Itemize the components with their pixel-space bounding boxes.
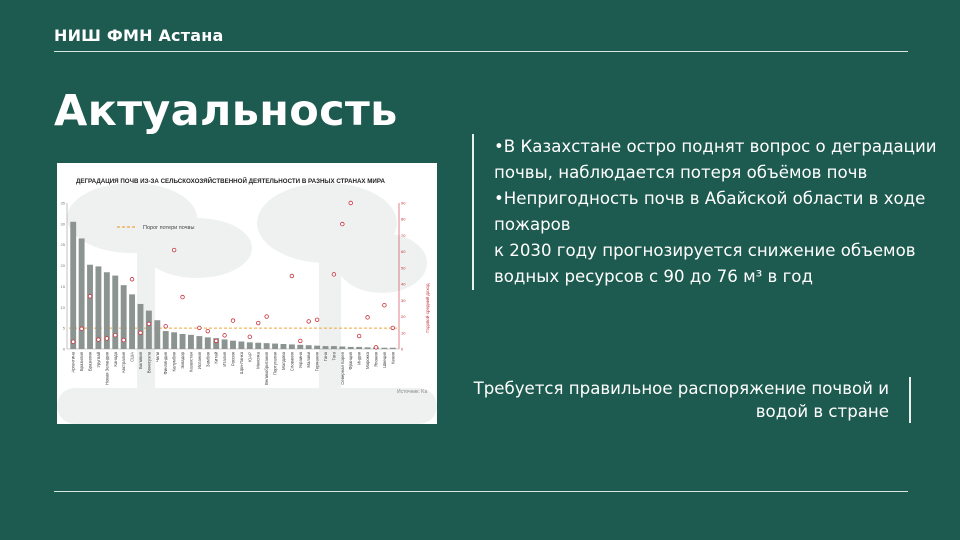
chart-bar xyxy=(289,344,295,349)
y-tick-label-left: 30 xyxy=(60,221,65,227)
x-tick-label: Того xyxy=(331,352,337,361)
y-tick-label-right: 40 xyxy=(401,281,406,287)
chart-bar xyxy=(205,337,211,349)
chart-marker xyxy=(122,338,126,342)
chart-marker xyxy=(374,346,378,350)
x-tick-label: Шри-Ланка xyxy=(238,352,244,375)
x-tick-label: Китай xyxy=(213,352,219,364)
bullet-item: к 2030 году прогнозируется снижение объемов водных ресурсов с 90 до 76 м³ в год xyxy=(494,241,916,286)
chart-marker xyxy=(383,303,387,307)
slide-title: Актуальность xyxy=(54,86,398,136)
chart-marker xyxy=(332,273,336,277)
chart-bar xyxy=(180,334,186,349)
y-tick-label-right: 50 xyxy=(401,265,406,271)
chart-bar xyxy=(272,344,278,349)
chart-bar xyxy=(264,343,270,349)
chart-marker xyxy=(105,337,109,341)
bottom-divider xyxy=(54,491,908,492)
chart-bar xyxy=(222,339,228,349)
chart-marker xyxy=(147,322,151,326)
y-tick-label-right: 10 xyxy=(401,330,406,336)
chart-bar xyxy=(356,347,362,349)
y-tick-label-right: 0 xyxy=(401,346,404,352)
y-tick-label-right: 60 xyxy=(401,249,406,255)
x-tick-label: Словакия xyxy=(289,352,295,372)
x-tick-label: Молдова xyxy=(280,352,286,370)
chart-bar xyxy=(188,335,194,349)
y-tick-label-left: 35 xyxy=(60,200,65,206)
chart-bar xyxy=(163,331,169,349)
chart-marker xyxy=(88,294,92,298)
chart-marker xyxy=(265,315,269,319)
degradation-chart xyxy=(57,163,437,424)
x-tick-label: Россия xyxy=(230,352,236,367)
x-tick-label: Бразилия xyxy=(79,352,85,372)
chart-bar xyxy=(306,345,312,349)
x-tick-label: Эквадор xyxy=(180,352,186,369)
chart-marker xyxy=(298,339,302,343)
chart-bar xyxy=(281,344,287,349)
y-tick-label-right: 30 xyxy=(401,297,406,303)
legend-label: Порог потери почвы xyxy=(143,225,195,231)
x-tick-label: Казахстан xyxy=(188,352,194,373)
chart-bar xyxy=(381,348,387,349)
chart-bar xyxy=(339,346,345,349)
x-tick-label: Германия xyxy=(314,352,320,372)
chart-bar xyxy=(87,265,93,349)
x-tick-label: Кения xyxy=(390,352,396,364)
x-tick-label: Испания xyxy=(196,352,202,370)
chart-marker xyxy=(223,334,227,338)
x-tick-label: Северная Корея xyxy=(339,352,345,385)
chart-marker xyxy=(214,339,218,343)
chart-bar xyxy=(79,238,85,349)
chart-bar xyxy=(112,276,118,349)
chart-marker xyxy=(139,331,143,335)
chart-bar xyxy=(146,311,152,349)
x-tick-label: Новая Зеландия xyxy=(104,352,110,385)
chart-marker xyxy=(164,324,168,328)
chart-marker xyxy=(97,338,101,342)
y-tick-label-left: 15 xyxy=(60,283,65,289)
chart-marker xyxy=(391,326,395,330)
chart-marker xyxy=(71,340,75,344)
chart-marker xyxy=(172,248,176,252)
chart-bar xyxy=(230,341,236,349)
chart-marker xyxy=(256,321,260,325)
chart-bar xyxy=(154,320,160,349)
x-tick-label: Уругвай xyxy=(95,352,101,368)
y-tick-label-right: 20 xyxy=(401,314,406,320)
source-label: Источник: Ka xyxy=(397,389,428,395)
bullet-item: •Непригодность почв в Абайской области в ходе пожаров xyxy=(494,189,926,234)
x-tick-label: Колумбия xyxy=(171,352,177,372)
chart-bar xyxy=(348,347,354,349)
x-tick-label: Австралия xyxy=(121,352,127,374)
bullet-item: •В Казахстане остро поднят вопрос о деградации почвы, наблюдается потеря объёмов почв xyxy=(494,137,937,182)
x-tick-label: Великобритания xyxy=(264,352,270,385)
y-tick-label-right: 90 xyxy=(401,200,406,206)
chart-marker xyxy=(315,318,319,322)
chart-marker xyxy=(248,335,252,339)
x-tick-label: Замбия xyxy=(205,352,211,368)
chart-marker xyxy=(366,316,370,320)
chart-marker xyxy=(341,222,345,226)
y-tick-label-right: 70 xyxy=(401,232,406,238)
chart-marker xyxy=(113,333,117,337)
x-tick-label: Венесуэла xyxy=(146,352,152,374)
chart-marker xyxy=(198,326,202,330)
chart-bar xyxy=(70,222,76,349)
x-tick-label: Боливия xyxy=(137,352,143,370)
y-tick-label-left: 20 xyxy=(60,263,65,269)
x-tick-label: Малави xyxy=(306,352,312,368)
x-tick-label: Индия xyxy=(356,352,362,365)
chart-marker xyxy=(307,320,311,324)
y-tick-label-left: 0 xyxy=(62,346,65,352)
chart-bar xyxy=(314,346,320,349)
x-tick-label: Марокко xyxy=(365,352,371,369)
x-tick-label: Франция xyxy=(348,352,354,370)
x-tick-label: США xyxy=(129,352,135,362)
chart-marker xyxy=(231,319,235,323)
chart-x-labels xyxy=(71,351,396,385)
x-tick-label: Чили xyxy=(154,352,160,363)
x-tick-label: Гана xyxy=(323,352,329,362)
x-tick-label: Мексика xyxy=(255,352,261,369)
chart-bar xyxy=(390,348,396,349)
chart-bar xyxy=(297,345,303,349)
chart-marker xyxy=(349,201,353,205)
chart-bar xyxy=(247,342,253,349)
chart-marker xyxy=(290,274,294,278)
bullet-list xyxy=(472,134,944,290)
chart-bar xyxy=(171,332,177,349)
chart-figure xyxy=(57,163,437,424)
chart-bar xyxy=(138,304,144,349)
chart-bar xyxy=(255,343,261,349)
right-axis-label: Годовой средний доход xyxy=(425,283,430,333)
y-tick-label-right: 80 xyxy=(401,216,406,222)
x-tick-label: Бразилия xyxy=(87,352,93,372)
chart-title: ДЕГРАДАЦИЯ ПОЧВ ИЗ-ЗА СЕЛЬСКОХОЗЯЙСТВЕННОЙ ДЕЯТЕЛЬНОСТИ В РАЗНЫХ СТРАНАХ МИРА xyxy=(76,178,385,185)
chart-marker xyxy=(181,295,185,299)
chart-marker xyxy=(206,329,210,333)
conclusion-note: Требуется правильное распоряжение почвой и водой в стране xyxy=(469,377,911,423)
x-tick-label: Швеция xyxy=(381,352,387,368)
chart-bar xyxy=(129,294,135,349)
y-tick-label-left: 25 xyxy=(60,242,65,248)
chart-bar xyxy=(95,266,101,349)
chart-marker xyxy=(130,277,134,281)
top-divider xyxy=(54,51,908,52)
x-tick-label: Финляндия xyxy=(163,352,169,375)
x-tick-label: Аргентина xyxy=(70,352,76,373)
chart-bar xyxy=(323,346,329,349)
chart-bar xyxy=(365,347,371,349)
chart-bar xyxy=(331,346,337,349)
chart-marker xyxy=(80,327,84,331)
chart-bar xyxy=(238,341,244,349)
y-tick-label-left: 10 xyxy=(60,304,65,310)
x-tick-label: Япония xyxy=(373,352,379,367)
chart-bar xyxy=(196,336,202,349)
x-tick-label: Украина xyxy=(297,352,303,369)
x-tick-label: ЮАР xyxy=(247,352,253,362)
brand-label: НИШ ФМН Астана xyxy=(54,26,224,45)
x-tick-label: Италия xyxy=(222,352,228,367)
chart-marker xyxy=(357,334,361,338)
x-tick-label: Канада xyxy=(112,352,118,367)
y-tick-label-left: 5 xyxy=(62,325,65,331)
x-tick-label: Португалия xyxy=(272,352,278,376)
